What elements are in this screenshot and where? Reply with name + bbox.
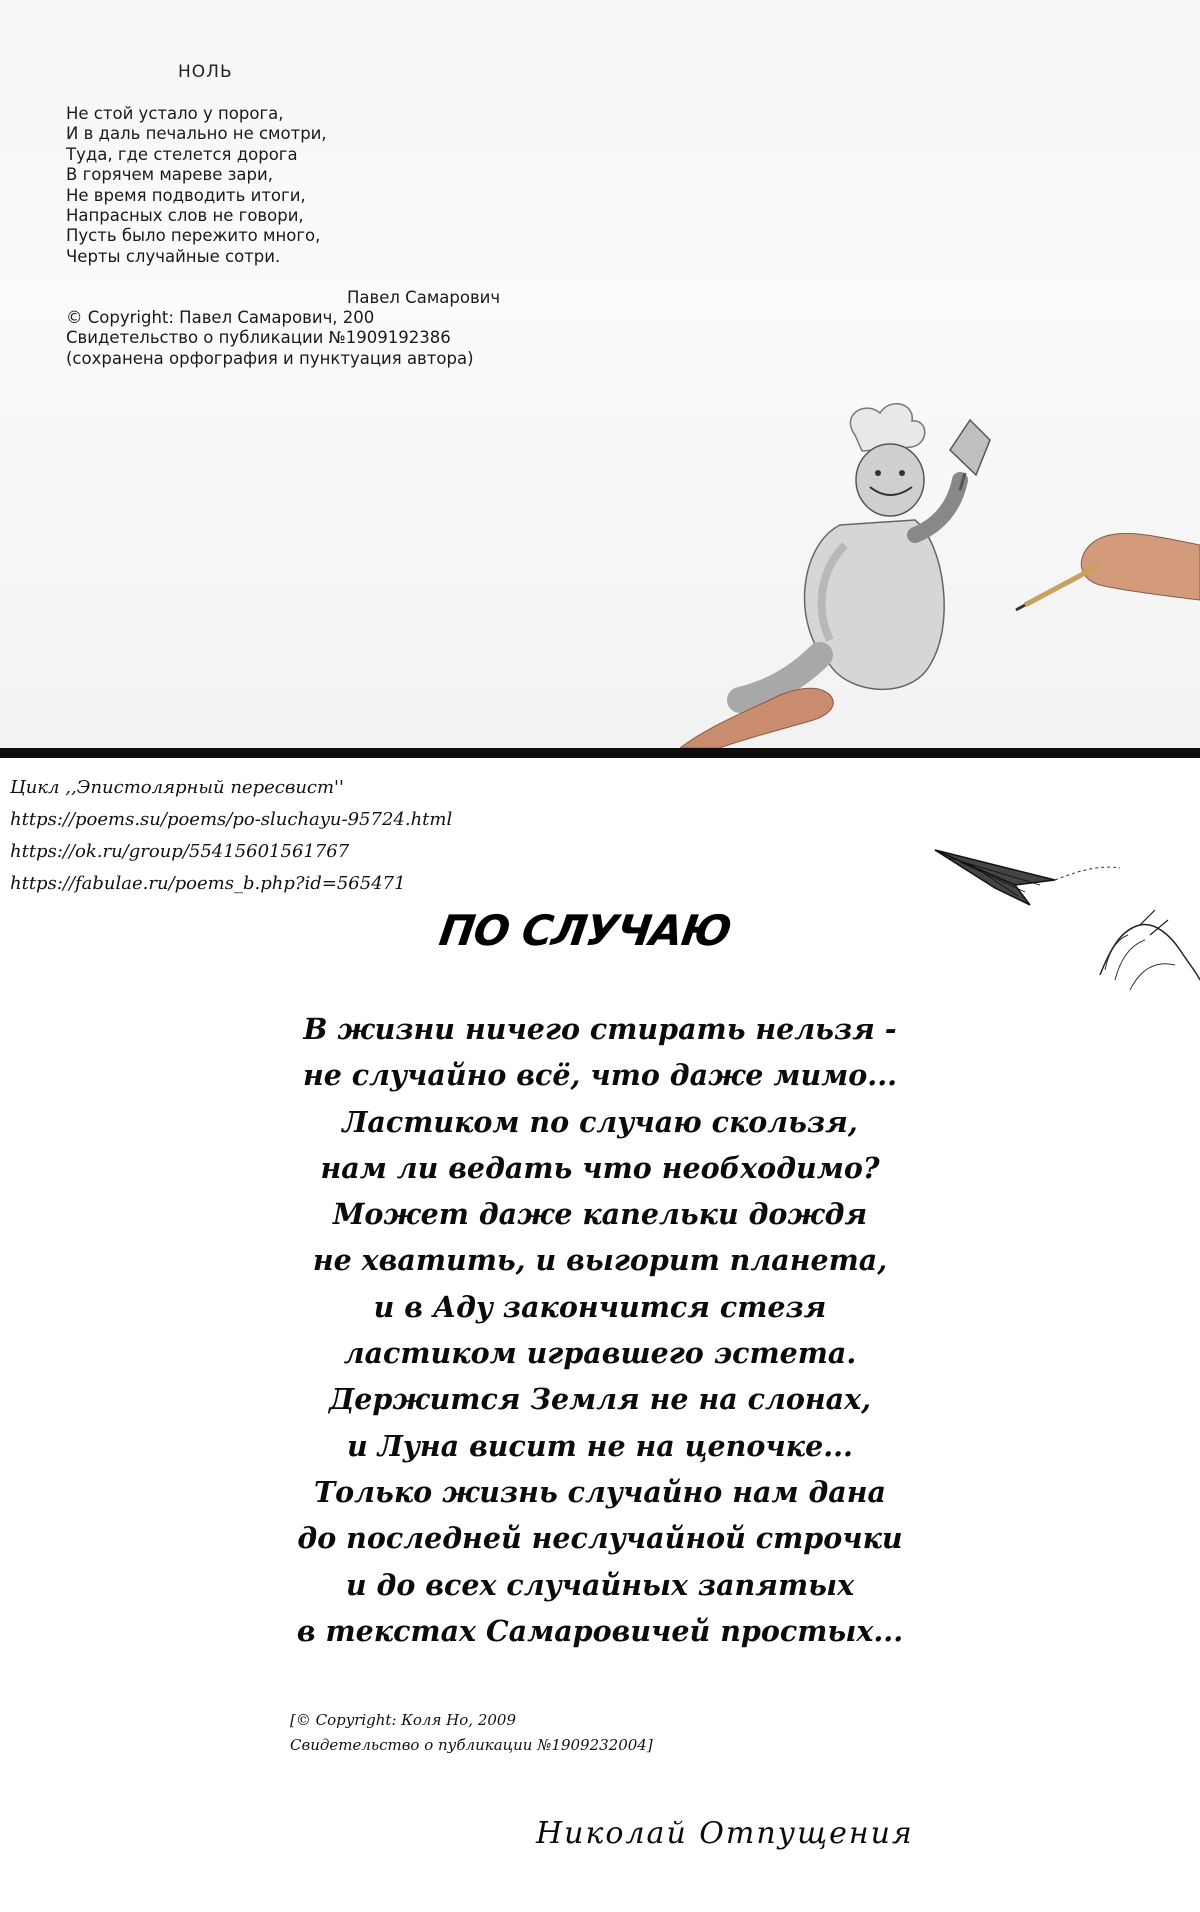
poem1-line: Не время подводить итоги, [66,185,306,205]
poem1-line: И в даль печально не смотри, [66,124,327,144]
poem2-line: Только жизнь случайно нам дана [313,1474,887,1509]
poem2-line: не хватить, и выгорит планета, [312,1243,888,1278]
chef-sketch-icon [680,395,1200,748]
poem2-line: в текстах Самаровичей простых... [296,1613,904,1648]
poem2-line: В жизни ничего стирать нельзя - [303,1012,897,1046]
poem2-line: нам ли ведать что необходимо? [320,1150,880,1185]
link-poems-su[interactable]: https://poems.su/poems/po-sluchayu-95724.html [10,809,453,830]
poem2-line: и Луна висит не на цепочке... [347,1428,853,1463]
poem2-line: и до всех случайных запятых [345,1567,855,1602]
poem2-line: Может даже капельки дождя [332,1197,868,1232]
poem1-line: В горячем мареве зари, [66,165,273,185]
poem1-note: (сохранена орфография и пунктуация автора) [66,348,474,368]
poem1-meta [66,308,474,369]
bottom-panel [0,758,1200,1912]
panel-divider [0,748,1200,758]
poem2-line: и в Аду закончится стезя [373,1289,827,1324]
poem2-title: ПО СЛУЧАЮ [436,906,734,955]
cycle-title: Цикл ,,Эпистолярный пересвист'' [10,777,344,798]
poem1-author: Павел Самарович [347,288,501,307]
poem2-line: не случайно всё, что даже мимо... [302,1058,898,1093]
poem2-line: ластиком игравшего эстета. [343,1336,857,1371]
poem1-copyright: © Copyright: Павел Самарович, 200 [66,308,375,327]
poem2-line: до последней неслучайной строчки [297,1521,903,1556]
cycle-links [10,772,452,900]
link-ok-ru[interactable]: https://ok.ru/group/55415601561767 [10,841,350,862]
poem1-line: Пусть было пережито много, [66,226,321,246]
poem2-line: Держится Земля не на слонах, [328,1382,872,1417]
poem1-title: НОЛЬ [178,62,233,82]
poem1-line: Туда, где стелется дорога [66,144,298,164]
poem2-lines [0,1006,1200,1654]
poem2-copyright-line: [© Copyright: Коля Но, 2009 [290,1711,516,1729]
poem1-line: Напрасных слов не говори, [66,206,304,226]
poem1-lines [66,104,327,267]
poem2-line: Ластиком по случаю скользя, [342,1104,858,1139]
poem1-line: Черты случайные сотри. [66,246,281,266]
poem1-certificate: Свидетельство о публикации №1909192386 [66,328,451,348]
poem2-author: Николай Отпущения [536,1816,914,1851]
link-fabulae-ru[interactable]: https://fabulae.ru/poems_b.php?id=565471 [10,873,406,894]
poem2-certificate-line: Свидетельство о публикации №1909232004] [290,1736,653,1754]
poem2-copyright [290,1708,653,1758]
top-panel [0,0,1200,748]
poem1-line: Не стой устало у порога, [66,104,284,123]
